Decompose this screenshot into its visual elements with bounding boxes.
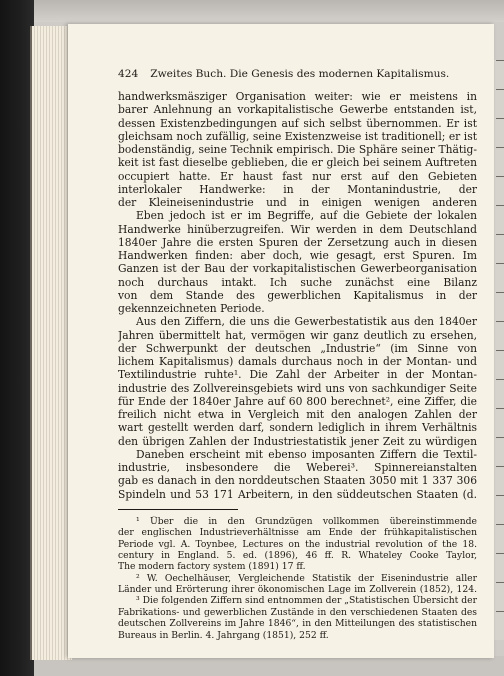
body-line: Textilindustrie ruhte¹. Die Zahl der Arbeiter in der Montan-: [118, 368, 477, 382]
footnote-line: der englischen Industrieverhältnisse am Ende der frühkapitalistischen: [118, 527, 477, 539]
scan-ruler: [494, 60, 504, 640]
body-line: wart gestellt werden darf, sondern lediglich in ihrem Verhältnis: [118, 421, 477, 435]
footnote-separator: [118, 509, 238, 510]
body-line: gab es danach in den norddeutschen Staaten 3050 mit 1 337 306: [118, 474, 477, 488]
footnote-line: ¹ Über die in den Grundzügen vollkommen übereinstimmende: [136, 515, 477, 527]
body-line: interlokaler Handwerke: in der Montanindustrie, der: [118, 182, 477, 196]
body-line: Handwerken finden: aber doch, wie gesagt, erst Spuren. Im: [118, 249, 477, 262]
body-line: Ganzen ist der Bau der vorkapitalistischen Gewerbeorganisation: [118, 262, 477, 276]
body-line: handwerksmäsziger Organisation weiter: wie er meistens in: [118, 90, 477, 103]
page-number: 424: [118, 68, 139, 80]
body-line: freilich nicht etwa in Vergleich mit den analogen Zahlen der: [118, 408, 477, 421]
body-line: für Ende der 1840er Jahre auf 60 800 berechnet², eine Ziffer, die: [118, 394, 477, 408]
body-line: noch durchaus intakt. Ich suche zunächst eine Bilanz: [118, 275, 477, 289]
book-cover-edge: [0, 0, 34, 676]
scan-top-margin: [0, 0, 504, 22]
body-text: [118, 90, 477, 501]
footnotes: [118, 516, 477, 641]
footnote-line: Periode vgl. A. Toynbee, Lectures on the industrial revolution of the 18.: [118, 538, 477, 550]
footnote-line: ² W. Oechelhäuser, Vergleichende Statistik der Eisenindustrie aller: [136, 572, 477, 584]
body-line: 1840er Jahre die ersten Spuren der Zersetzung auch in diesen: [118, 235, 477, 249]
body-line: gekennzeichneten Periode.: [118, 302, 265, 315]
footnote-line: century in England. 5. ed. (1896), 46 ff. R. Whateley Cooke Taylor,: [118, 549, 477, 561]
footnote-line: ³ Die folgenden Ziffern sind entnommen der „Statistischen Übersicht der: [136, 595, 477, 607]
body-line: industrie des Zollvereinsgebiets wird uns von sachkundiger Seite: [118, 381, 477, 395]
body-line: den übrigen Zahlen der Industriestatistik jener Zeit zu würdigen: [118, 434, 477, 448]
running-head-title: Zweites Buch. Die Genesis des modernen Kapitalismus.: [150, 68, 450, 80]
text-column: [118, 68, 477, 641]
body-line: lichem Kapitalismus) damals durchaus noch in der Montan- und: [118, 355, 477, 368]
body-line: Daneben erscheint mit ebenso imposanten Ziffern die Textil-: [136, 447, 477, 461]
body-line: von dem Stande des gewerblichen Kapitalismus in der: [118, 288, 477, 302]
book-page: [68, 24, 494, 658]
footnote-line: The modern factory system (1891) 17 ff.: [118, 561, 306, 573]
body-line: occupiert hatte. Er haust fast nur erst auf den Gebieten: [118, 169, 477, 183]
footnote-line: Länder und Erörterung ihrer ökonomischen Lage im Zollverein (1852), 124.: [118, 584, 477, 596]
body-line: der Kleineisenindustrie und in einigen wenigen anderen: [118, 196, 477, 209]
body-line: bodenständig, seine Technik empirisch. Die Sphäre seiner Thätig-: [118, 143, 477, 156]
body-line: barer Anlehnung an vorkapitalistische Gewerbe entstanden ist,: [118, 103, 477, 117]
running-header: [118, 68, 477, 81]
body-line: Jahren übermittelt hat, vermögen wir ganz deutlich zu ersehen,: [118, 328, 477, 342]
body-line: industrie, insbesondere die Weberei³. Spinnereianstalten: [118, 461, 477, 474]
body-line: der Schwerpunkt der deutschen „Industrie“ (im Sinne von: [118, 341, 477, 355]
body-line: Handwerke hinüberzugreifen. Wir werden in dem Deutschland: [118, 222, 477, 236]
body-line: Spindeln und 53 171 Arbeitern, in den süddeutschen Staaten (d.: [118, 487, 477, 501]
footnote-line: Bureaus in Berlin. 4. Jahrgang (1851), 252 ff.: [118, 629, 329, 641]
body-line: gleichsam noch zufällig, seine Existenzweise ist traditionell; er ist: [118, 129, 477, 143]
body-line: dessen Existenzbedingungen auf sich selbst übernommen. Er ist: [118, 116, 477, 130]
body-line: Aus den Ziffern, die uns die Gewerbestatistik aus den 1840er: [136, 315, 477, 329]
footnote-line: Fabrikations- und gewerblichen Zustände in den verschiedenen Staaten des: [118, 606, 477, 618]
scan-bottom-margin: [0, 656, 504, 676]
body-line: keit ist fast dieselbe geblieben, die er gleich bei seinem Auftreten: [118, 156, 477, 170]
body-line: Eben jedoch ist er im Begriffe, auf die Gebiete der lokalen: [136, 209, 477, 223]
footnote-line: deutschen Zollvereins im Jahre 1846“, in den Mitteilungen des statistischen: [118, 618, 477, 630]
page-stack-edges: [30, 26, 72, 660]
